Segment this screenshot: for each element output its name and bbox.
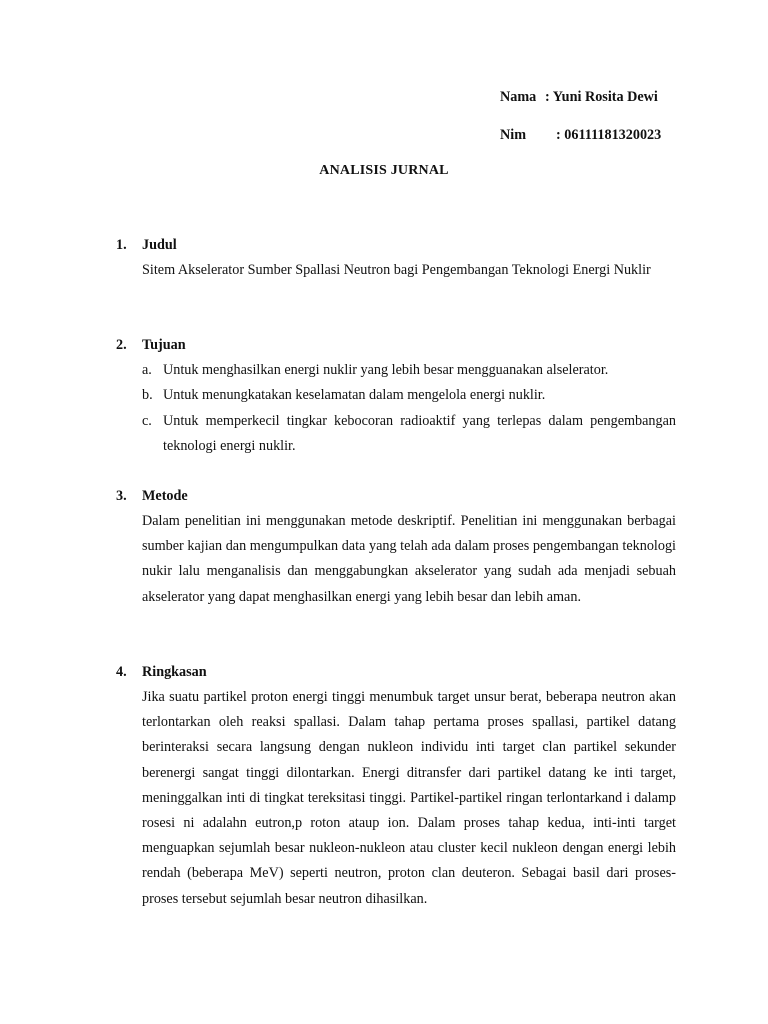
section-number: 2. <box>116 337 127 353</box>
section-body: Sitem Akselerator Sumber Spallasi Neutron bagi Pengembangan Teknologi Energi Nuklir <box>142 262 651 278</box>
list-item <box>142 409 676 460</box>
list-item-letter: a. <box>142 362 152 378</box>
section-body: Dalam penelitian ini menggunakan metode deskriptif. Penelitian ini menggunakan berbagai sumber kajian dan mengumpulkan data yang telah ada dalam proses pengembangan teknologi nukir lalu menganalisis dan menggabungkan akselerator yang sudah ada menjadi sebuah akselerator yang dapat menghasilkan energi yang lebih besar dan lebih aman. <box>142 513 676 605</box>
list-item <box>142 358 676 383</box>
nim-line <box>500 124 700 162</box>
name-label: Nama <box>500 89 537 105</box>
section-heading <box>116 333 676 358</box>
student-identity <box>500 86 700 162</box>
section-title: Judul <box>142 237 177 253</box>
section-number: 3. <box>116 488 127 504</box>
section-body: Jika suatu partikel proton energi tinggi menumbuk target unsur berat, beberapa neutron akan terlontarkan oleh reaksi spallasi. Dalam tahap pertama proses spallasi, partikel datang berinteraksi secara langsung dengan nukleon individu inti target clan partikel sekunder berenergi sangat tinggi dilontarkan. Energi ditransfer dari partikel datang ke inti target, meninggalkan inti di tingkat tereksitasi tinggi. Partikel-partikel ringan terlontarkand i dalamp rosesi ni adalahn eutron,p roton ataup ion. Dalam proses tahap kedua, inti-inti target menguapkan sejumlah besar nukleon-nukleon atau cluster kecil nukleon dengan energi lebih rendah (beberapa MeV) seperti neutron, proton clan deuteron. Sebagai basil dari proses-proses tersebut sejumlah besar neutron dihasilkan. <box>142 689 676 907</box>
section-title: Tujuan <box>142 337 186 353</box>
page-title: ANALISIS JURNAL <box>319 163 449 178</box>
section-ringkasan <box>116 660 676 912</box>
section-number: 1. <box>116 237 127 253</box>
name-value: : Yuni Rosita Dewi <box>545 89 658 105</box>
list-item-letter: c. <box>142 412 152 429</box>
section-heading <box>116 233 676 258</box>
section-tujuan <box>116 333 676 460</box>
section-heading <box>116 660 676 685</box>
list-item-text: Untuk menghasilkan energi nuklir yang lebih besar mengguanakan alselerator. <box>163 362 609 378</box>
section-metode <box>116 484 676 610</box>
name-line <box>500 86 700 124</box>
nim-label: Nim <box>500 127 527 143</box>
section-heading <box>116 484 676 509</box>
section-judul <box>116 233 676 283</box>
section-title: Ringkasan <box>142 664 207 680</box>
objective-list <box>142 358 676 460</box>
list-item-text: Untuk memperkecil tingkar kebocoran radioaktif yang terlepas dalam pengembangan teknologi energi nuklir. <box>163 412 676 455</box>
list-item-letter: b. <box>142 387 153 404</box>
nim-value: : 06111181320023 <box>556 127 662 143</box>
section-title: Metode <box>142 488 188 504</box>
list-item-text: Untuk menungkatakan keselamatan dalam mengelola energi nuklir. <box>163 387 546 404</box>
list-item <box>142 383 676 408</box>
section-number: 4. <box>116 664 127 680</box>
